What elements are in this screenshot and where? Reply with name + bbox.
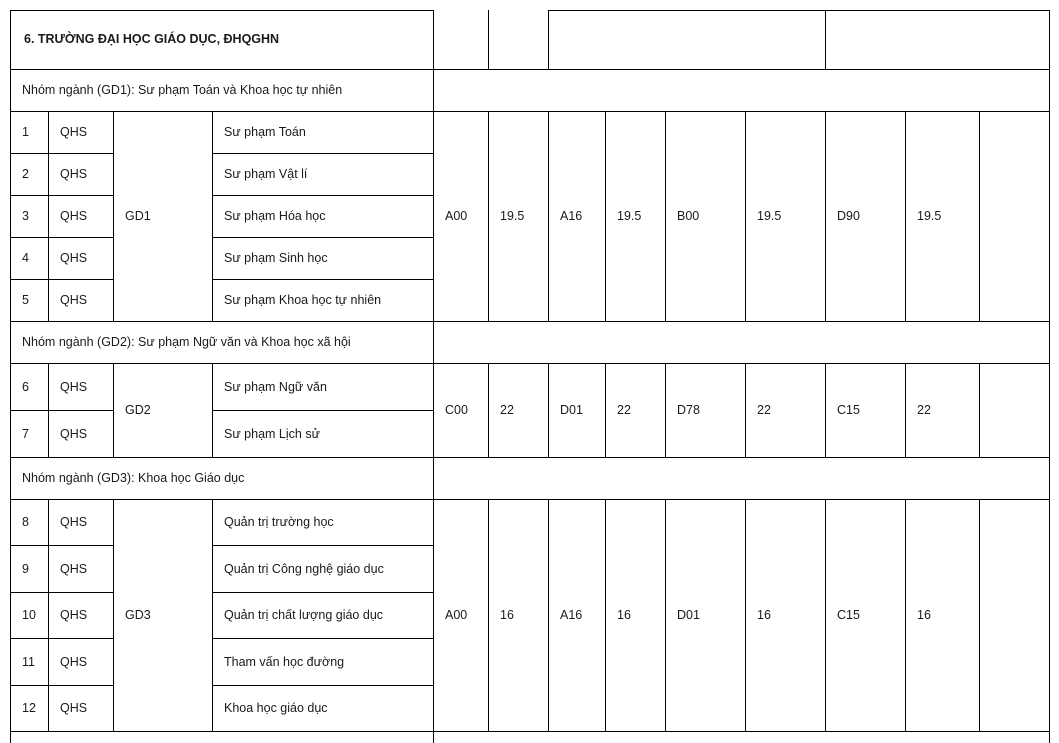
header-left-border xyxy=(10,10,11,69)
group-title-right-border xyxy=(1049,69,1050,111)
combo-score: 16 xyxy=(617,608,631,622)
row-code: QHS xyxy=(60,608,88,622)
row-code: QHS xyxy=(60,209,88,223)
col-border xyxy=(1049,363,1050,457)
row-stt: 12 xyxy=(22,701,36,715)
col-border xyxy=(10,363,11,457)
row-code: QHS xyxy=(60,515,88,529)
col-border xyxy=(113,499,114,731)
row-major-name: Sư phạm Toán xyxy=(224,125,306,139)
col-border xyxy=(48,499,49,731)
combo-block: D90 xyxy=(837,209,860,223)
row-stt: 9 xyxy=(22,561,29,576)
group-bottom-border xyxy=(10,731,1049,732)
col-border xyxy=(48,363,49,457)
col-border xyxy=(979,111,980,321)
combo-score: 19.5 xyxy=(757,209,782,223)
combo-block: A00 xyxy=(445,209,468,223)
col-border xyxy=(1049,111,1050,321)
combo-score: 16 xyxy=(917,608,931,622)
school-title: 6. TRƯỜNG ĐẠI HỌC GIÁO DỤC, ĐHQGHN xyxy=(24,32,280,46)
row-major-name: Quản trị Công nghệ giáo dục xyxy=(224,561,384,576)
row-code: QHS xyxy=(60,426,88,441)
combo-block: D78 xyxy=(677,403,700,417)
combo-block: C15 xyxy=(837,608,860,622)
row-stt: 2 xyxy=(22,167,29,181)
col-border xyxy=(1049,499,1050,731)
col-border xyxy=(10,499,11,731)
row-major-name: Khoa học giáo dục xyxy=(224,701,328,715)
combo-block: D01 xyxy=(560,403,583,417)
row-major-name: Sư phạm Lịch sử xyxy=(224,426,320,441)
row-major-name: Sư phạm Ngữ văn xyxy=(224,379,327,394)
col-border xyxy=(212,363,213,457)
group-title-right-border xyxy=(1049,321,1050,363)
row-stt: 1 xyxy=(22,125,29,139)
col-border xyxy=(979,363,980,457)
combo-block: B00 xyxy=(677,209,700,223)
row-major-name: Quản trị trường học xyxy=(224,515,334,529)
row-code: QHS xyxy=(60,251,88,265)
group-title: Nhóm ngành (GD3): Khoa học Giáo dục xyxy=(22,471,245,485)
row-major-name: Sư phạm Vật lí xyxy=(224,167,308,181)
group-code: GD3 xyxy=(125,608,151,622)
bottom-stub xyxy=(1049,731,1050,743)
combo-score: 22 xyxy=(917,403,931,417)
combo-score: 22 xyxy=(500,403,514,417)
row-code: QHS xyxy=(60,293,88,307)
row-major-name: Tham vấn học đường xyxy=(224,654,345,669)
group-title: Nhóm ngành (GD1): Sư phạm Toán và Khoa học tự nhiên xyxy=(22,83,343,97)
col-border xyxy=(113,363,114,457)
row-code: QHS xyxy=(60,561,88,576)
col-border xyxy=(113,111,114,321)
row-stt: 3 xyxy=(22,209,29,223)
group-code: GD1 xyxy=(125,209,151,223)
row-code: QHS xyxy=(60,379,88,394)
group-title-divider xyxy=(433,321,434,363)
header-col-border xyxy=(433,10,434,69)
combo-block: A00 xyxy=(445,608,468,622)
group-title-divider xyxy=(433,69,434,111)
row-stt: 4 xyxy=(22,251,29,265)
row-major-name: Quản trị chất lượng giáo dục xyxy=(224,608,384,622)
group-code: GD2 xyxy=(125,403,151,417)
row-stt: 8 xyxy=(22,515,29,529)
col-border xyxy=(979,499,980,731)
col-border xyxy=(10,111,11,321)
group-title-right-border xyxy=(1049,457,1050,499)
row-major-name: Sư phạm Hóa học xyxy=(224,209,326,223)
row-code: QHS xyxy=(60,167,88,181)
col-border xyxy=(48,111,49,321)
row-stt: 11 xyxy=(22,654,35,669)
header-col-border xyxy=(1049,10,1050,69)
combo-score: 19.5 xyxy=(617,209,642,223)
combo-score: 22 xyxy=(617,403,631,417)
group-title: Nhóm ngành (GD2): Sư phạm Ngữ văn và Khoa học xã hội xyxy=(22,335,351,349)
row-code: QHS xyxy=(60,654,88,669)
row-stt: 10 xyxy=(22,608,36,622)
bottom-stub xyxy=(10,731,11,743)
header-col-border xyxy=(488,10,489,69)
group-title-divider xyxy=(433,457,434,499)
combo-score: 19.5 xyxy=(917,209,942,223)
combo-block: C00 xyxy=(445,403,468,417)
combo-score: 16 xyxy=(757,608,771,622)
header-col-border xyxy=(825,10,826,69)
combo-block: C15 xyxy=(837,403,860,417)
col-border xyxy=(212,499,213,731)
header-top-border xyxy=(10,10,433,11)
row-major-name: Sư phạm Khoa học tự nhiên xyxy=(224,293,382,307)
col-border xyxy=(212,111,213,321)
combo-block: D01 xyxy=(677,608,700,622)
row-major-name: Sư phạm Sinh học xyxy=(224,251,328,265)
header-col-border xyxy=(548,10,549,69)
row-stt: 7 xyxy=(22,426,29,441)
row-code: QHS xyxy=(60,701,88,715)
combo-block: A16 xyxy=(560,209,583,223)
row-code: QHS xyxy=(60,125,88,139)
combo-block: A16 xyxy=(560,608,583,622)
row-stt: 6 xyxy=(22,379,29,394)
combo-score: 19.5 xyxy=(500,209,525,223)
header-top-border-right xyxy=(548,10,1049,11)
bottom-stub xyxy=(433,731,434,743)
combo-score: 22 xyxy=(757,403,771,417)
combo-score: 16 xyxy=(500,608,514,622)
row-stt: 5 xyxy=(22,293,29,307)
